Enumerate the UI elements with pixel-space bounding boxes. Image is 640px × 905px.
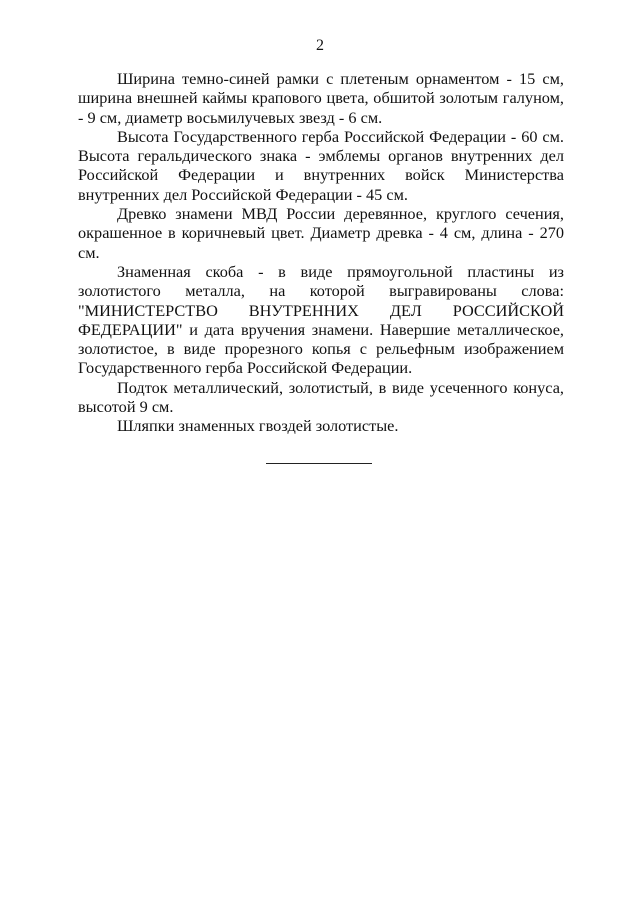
paragraph-banner-bracket: Знаменная скоба - в виде прямоугольной пластины из золотистого металла, на которой выгравированы слова: "МИНИСТЕРСТВО ВНУТРЕННИХ ДЕЛ РОССИЙСКОЙ ФЕДЕРАЦИИ" и дата вручения знамени. Навершие металлическое, золотистое, в виде прорезного копья с рельефным изображением Государственного герба Российской Федерации. <box>78 261 564 378</box>
closing-divider-line <box>266 463 372 464</box>
paragraph-pole-end: Подток металлический, золотистый, в виде усеченного конуса, высотой 9 см. <box>78 377 564 417</box>
document-body <box>78 69 564 436</box>
paragraph-flagpole: Древко знамени МВД России деревянное, круглого сечения, окрашенное в коричневый цвет. Диаметр древка - 4 см, длина - 270 см. <box>78 204 564 262</box>
page-number: 2 <box>316 37 324 54</box>
paragraph-emblem-height: Высота Государственного герба Российской Федерации - 60 см. Высота геральдического знака - эмблемы органов внутренних дел Российской Федерации и внутренних войск Министерства внутренних дел Российской Федерации - 45 см. <box>78 126 564 204</box>
paragraph-frame-dimensions: Ширина темно-синей рамки с плетеным орнаментом - 15 см, ширина внешней каймы крапового цвета, обшитой золотым галуном, - 9 см, диаметр восьмилучевых звезд - 6 см. <box>78 69 564 127</box>
paragraph-nail-heads: Шляпки знаменных гвоздей золотистые. <box>117 416 399 436</box>
